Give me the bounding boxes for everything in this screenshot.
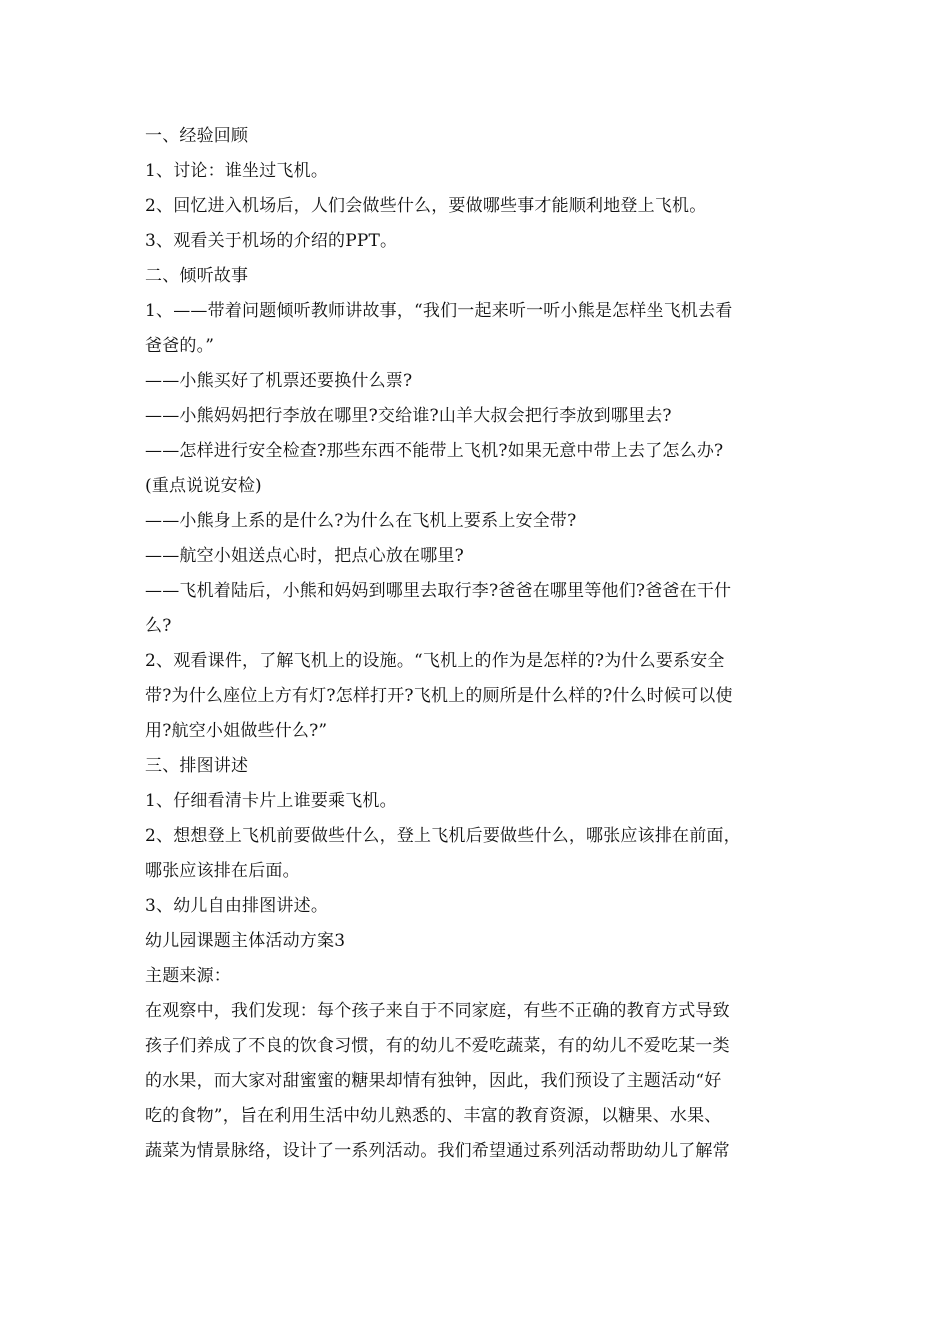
text-line: ——飞机着陆后，小熊和妈妈到哪里去取行李?爸爸在哪里等他们?爸爸在干什 xyxy=(145,581,732,601)
text-line: 1、仔细看清卡片上谁要乘飞机。 xyxy=(145,791,397,811)
text-line: 2、想想登上飞机前要做些什么，登上飞机后要做些什么，哪张应该排在前面， xyxy=(145,826,741,846)
subsection-heading-theme-source: 主题来源： xyxy=(145,966,231,986)
section-heading-picture-ordering: 三、排图讲述 xyxy=(145,756,249,776)
text-line: ——小熊买好了机票还要换什么票? xyxy=(145,371,413,391)
text-line: 的水果，而大家对甜蜜蜜的糖果却情有独钟，因此，我们预设了主题活动“好 xyxy=(145,1071,722,1091)
text-line: ——小熊妈妈把行李放在哪里?交给谁?山羊大叔会把行李放到哪里去? xyxy=(145,406,672,426)
text-line: 吃的食物”，旨在利用生活中幼儿熟悉的、丰富的教育资源，以糖果、水果、 xyxy=(145,1106,722,1126)
text-line: 3、幼儿自由排图讲述。 xyxy=(145,896,329,916)
text-line: 蔬菜为情景脉络，设计了一系列活动。我们希望通过系列活动帮助幼儿了解常 xyxy=(145,1141,730,1161)
text-line: 在观察中，我们发现：每个孩子来自于不同家庭，有些不正确的教育方式导致 xyxy=(145,1001,730,1021)
text-line: (重点说说安检) xyxy=(145,476,262,496)
section-heading-experience-review: 一、经验回顾 xyxy=(145,126,249,146)
text-line: 2、回忆进入机场后，人们会做些什么，要做哪些事才能顺利地登上飞机。 xyxy=(145,196,707,216)
text-line: 孩子们养成了不良的饮食习惯，有的幼儿不爱吃蔬菜，有的幼儿不爱吃某一类 xyxy=(145,1036,730,1056)
text-line: 2、观看课件，了解飞机上的设施。“飞机上的作为是怎样的?为什么要系安全 xyxy=(145,651,725,671)
plan-title: 幼儿园课题主体活动方案3 xyxy=(145,931,346,951)
text-line: 带?为什么座位上方有灯?怎样打开?飞机上的厕所是什么样的?什么时候可以使 xyxy=(145,686,733,706)
text-line: 哪张应该排在后面。 xyxy=(145,861,300,881)
text-line: 1、——带着问题倾听教师讲故事，“我们一起来听一听小熊是怎样坐飞机去看 xyxy=(145,301,733,321)
text-line: 用?航空小姐做些什么?” xyxy=(145,721,328,741)
text-line: ——怎样进行安全检查?那些东西不能带上飞机?如果无意中带上去了怎么办? xyxy=(145,441,724,461)
text-line: ——航空小姐送点心时，把点心放在哪里? xyxy=(145,546,464,566)
text-line: 爸爸的。” xyxy=(145,336,215,356)
section-heading-listen-story: 二、倾听故事 xyxy=(145,266,249,286)
document-body xyxy=(145,119,805,1169)
text-line: 3、观看关于机场的介绍的PPT。 xyxy=(145,231,398,251)
text-line: 1、讨论：谁坐过飞机。 xyxy=(145,161,329,181)
text-line: 么? xyxy=(145,616,172,636)
text-line: ——小熊身上系的是什么?为什么在飞机上要系上安全带? xyxy=(145,511,577,531)
